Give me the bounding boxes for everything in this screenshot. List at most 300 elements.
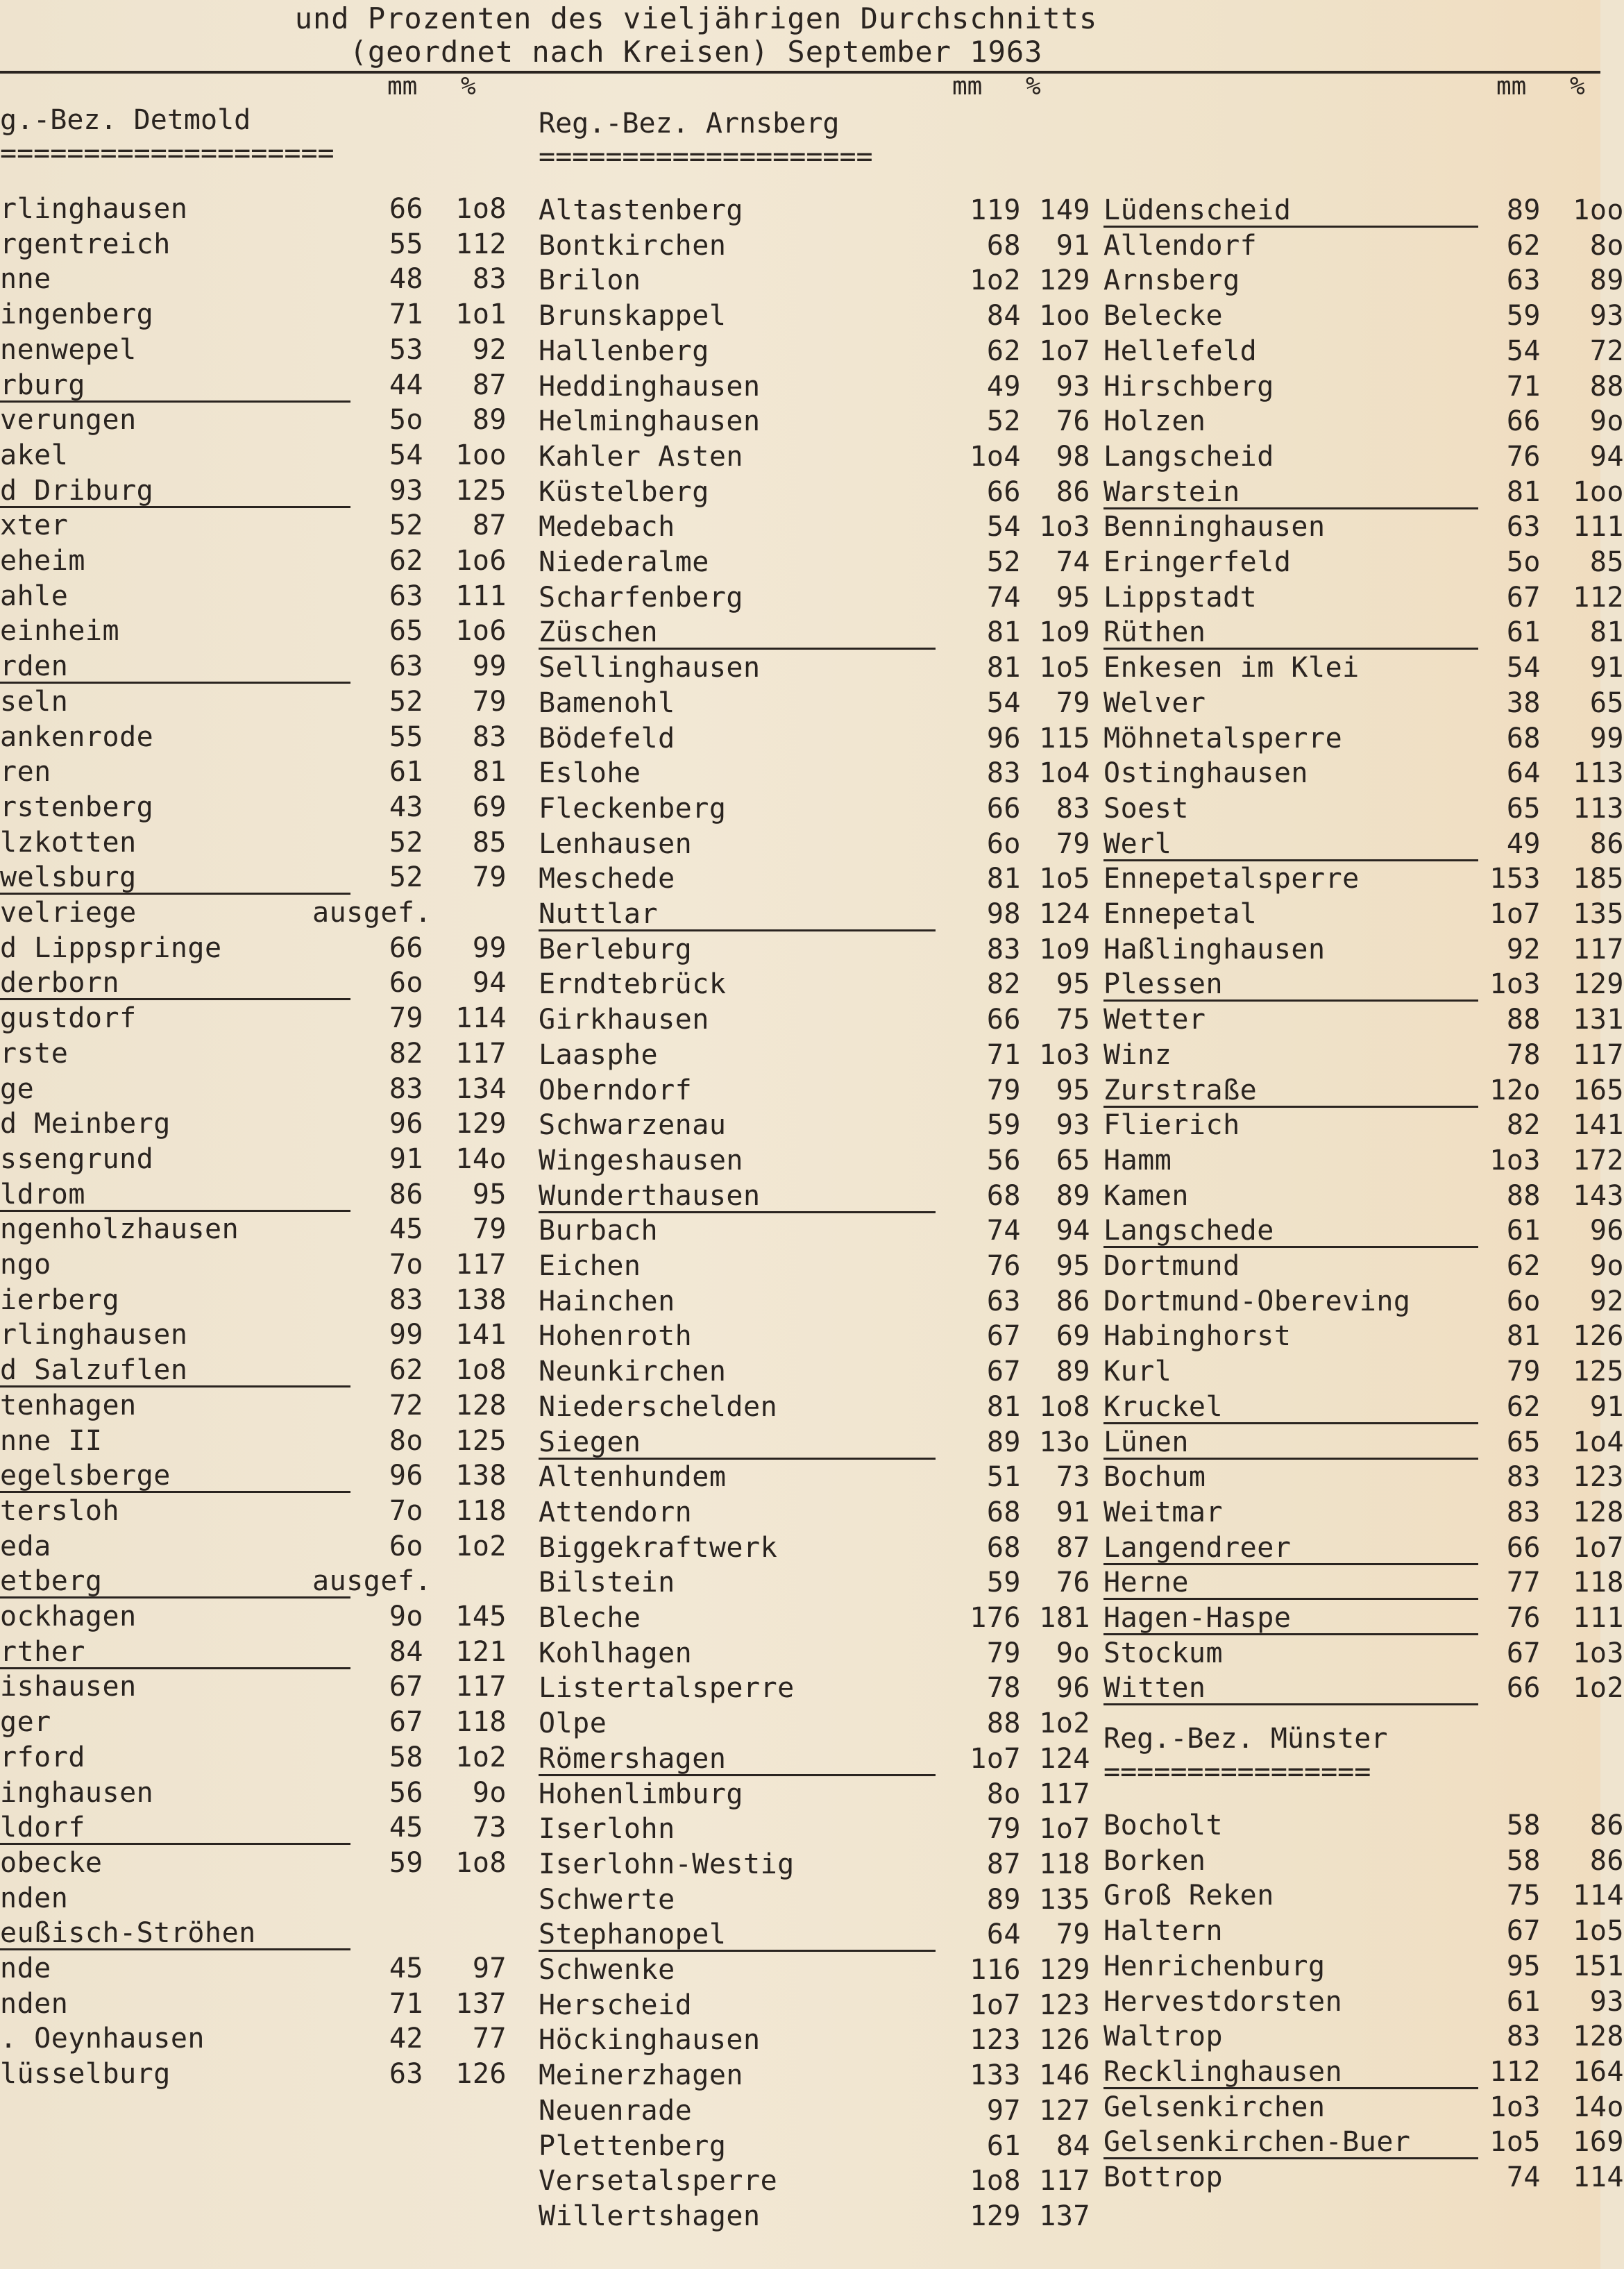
station-name: Brunskappel [539, 300, 727, 332]
precip-mm: 44 [389, 369, 423, 401]
station-name: Schwenke [539, 1954, 675, 1986]
station-name: Römershagen [539, 1742, 727, 1775]
precip-mm: 71 [986, 1038, 1021, 1071]
unit-mm-col3: mm [1496, 72, 1527, 101]
station-name: ren [0, 756, 51, 788]
precip-mm: 6o [389, 967, 423, 999]
precip-percent: 1o2 [455, 1530, 507, 1562]
station-name: Hohenlimburg [539, 1778, 743, 1810]
precip-mm: 66 [1506, 1672, 1541, 1705]
precip-mm: 89 [1506, 194, 1541, 226]
station-name: Biggekraftwerk [539, 1531, 778, 1564]
station-name: Hellefeld [1103, 335, 1258, 367]
precip-percent: 1o8 [455, 193, 507, 225]
precip-percent: 94 [472, 967, 507, 999]
precip-mm: 83 [389, 1283, 423, 1316]
precip-mm: 93 [389, 474, 423, 507]
station-name: Allendorf [1103, 229, 1258, 262]
station-name: Holzen [1103, 405, 1206, 438]
precip-mm: 56 [389, 1776, 423, 1809]
precip-mm: 79 [986, 1813, 1021, 1846]
station-name: Höckinghausen [539, 2024, 761, 2057]
precip-percent: 149 [1039, 194, 1090, 226]
precip-mm: 59 [389, 1846, 423, 1879]
precip-mm: 84 [986, 300, 1021, 332]
station-name: Weitmar [1103, 1496, 1224, 1528]
precip-percent: 72 [1589, 335, 1624, 367]
station-name: Hervestdorsten [1103, 1985, 1343, 2018]
precip-mm: 54 [389, 439, 423, 471]
precip-percent: 79 [1056, 1918, 1090, 1951]
station-name: Burbach [539, 1215, 659, 1247]
station-name: Hamm [1103, 1144, 1172, 1176]
precip-percent: 143 [1573, 1179, 1624, 1212]
precip-mm: 1o7 [970, 1742, 1021, 1775]
precip-percent: 86 [1056, 475, 1090, 508]
station-name: Dortmund-Obereving [1103, 1285, 1411, 1317]
precip-percent: 99 [472, 931, 507, 964]
precip-percent: 131 [1573, 1004, 1624, 1036]
precip-mm: 38 [1506, 686, 1541, 719]
precip-mm: 45 [389, 1952, 423, 1984]
precip-percent: 86 [1589, 1810, 1624, 1841]
station-name: Waltrop [1103, 2021, 1224, 2053]
precip-mm: 54 [986, 511, 1021, 543]
precip-mm: 116 [970, 1954, 1021, 1986]
precip-percent: 126 [1039, 2024, 1090, 2057]
precip-mm: 76 [986, 1250, 1021, 1282]
precip-mm: 88 [1506, 1179, 1541, 1212]
station-name: ockhagen [0, 1601, 137, 1633]
station-name: lüsselburg [0, 2058, 171, 2091]
precip-mm: 1o7 [1489, 898, 1541, 930]
precip-percent: 65 [1056, 1144, 1090, 1176]
precip-mm: 82 [986, 968, 1021, 1001]
precip-percent: 1o3 [1573, 1637, 1624, 1669]
precip-percent: 91 [1056, 229, 1090, 262]
precip-percent: 95 [1056, 581, 1090, 614]
precip-mm: 52 [986, 546, 1021, 578]
precip-mm: 66 [389, 931, 423, 964]
precip-mm: 8o [389, 1424, 423, 1457]
precip-percent: 111 [1573, 511, 1624, 543]
station-name: Arnsberg [1103, 264, 1240, 297]
station-name: Helminghausen [539, 405, 761, 438]
precip-percent: 89 [1056, 1179, 1090, 1212]
precip-percent: 89 [1056, 1356, 1090, 1388]
section-rule-detmold: ==================== [0, 137, 335, 169]
precip-mm: 67 [986, 1320, 1021, 1353]
precip-mm: 58 [389, 1741, 423, 1773]
section-title-muenster: Reg.-Bez. Münster [1103, 1723, 1388, 1755]
station-name: Gelsenkirchen [1103, 2091, 1326, 2123]
station-name: ngo [0, 1249, 51, 1281]
precip-mm: 66 [986, 475, 1021, 508]
station-name: nde [0, 1952, 51, 1984]
station-name: Soest [1103, 792, 1189, 825]
precip-mm: 1o2 [970, 264, 1021, 297]
precip-percent: 118 [455, 1494, 507, 1527]
station-name: Lenhausen [539, 827, 693, 860]
station-name: ishausen [0, 1671, 137, 1703]
precip-mm: 53 [389, 333, 423, 366]
precip-mm: 71 [389, 1987, 423, 2020]
precip-percent: 117 [455, 1037, 507, 1070]
precip-mm: 74 [986, 581, 1021, 614]
precip-mm: 62 [389, 545, 423, 577]
precip-percent: 146 [1039, 2059, 1090, 2092]
precip-percent: 185 [1573, 863, 1624, 895]
precip-mm: 1o4 [970, 440, 1021, 473]
station-name: nden [0, 1882, 69, 1914]
precip-percent: 128 [1573, 1496, 1624, 1528]
station-name: Neunkirchen [539, 1356, 727, 1388]
precip-mm: 6o [1506, 1285, 1541, 1317]
precip-mm: 59 [986, 1109, 1021, 1142]
precip-percent: 1o2 [1039, 1707, 1090, 1740]
precip-mm: 65 [1506, 1426, 1541, 1458]
precip-mm: 63 [389, 650, 423, 683]
precip-mm: 43 [389, 791, 423, 823]
precip-mm: 82 [389, 1037, 423, 1070]
precip-mm: 83 [986, 933, 1021, 965]
station-name: Kahler Asten [539, 440, 743, 473]
precip-mm: 61 [389, 756, 423, 788]
precip-percent: 1o5 [1039, 652, 1090, 684]
precip-percent: 83 [472, 720, 507, 753]
station-name: nne II [0, 1424, 103, 1457]
station-name: nne [0, 263, 51, 296]
station-name: etberg [0, 1565, 103, 1598]
precip-mm: 91 [389, 1142, 423, 1175]
precip-percent: 1o6 [455, 545, 507, 577]
precip-mm: 83 [1506, 1496, 1541, 1528]
precip-percent: 93 [1589, 300, 1624, 332]
precip-percent: 135 [1039, 1883, 1090, 1916]
precip-percent: 85 [472, 826, 507, 859]
station-name: ldorf [0, 1812, 85, 1844]
precip-percent: 138 [455, 1283, 507, 1316]
precip-mm: 66 [986, 792, 1021, 825]
station-name: Möhnetalsperre [1103, 722, 1343, 754]
precip-mm: 54 [986, 686, 1021, 719]
station-name: egelsberge [0, 1460, 171, 1492]
precip-percent: 1o6 [455, 615, 507, 648]
precip-mm: 68 [986, 229, 1021, 262]
station-name: Iserlohn [539, 1813, 675, 1846]
station-name: ankenrode [0, 720, 154, 753]
precip-mm: 64 [986, 1918, 1021, 1951]
precip-mm: 49 [986, 370, 1021, 403]
unit-pct-col1: % [461, 72, 476, 101]
precip-mm: 88 [1506, 1004, 1541, 1036]
precip-percent: 1oo [455, 439, 507, 471]
precip-mm: 81 [1506, 475, 1541, 508]
precip-mm: 129 [970, 2200, 1021, 2232]
precip-mm: 92 [1506, 933, 1541, 965]
station-name: welsburg [0, 861, 137, 894]
precip-mm: 52 [986, 405, 1021, 438]
station-name: ahle [0, 580, 69, 612]
precip-percent: 94 [1589, 440, 1624, 473]
station-name: Meschede [539, 863, 675, 895]
precip-percent: 134 [455, 1072, 507, 1105]
station-name: rlinghausen [0, 193, 188, 225]
precip-mm: 83 [1506, 2021, 1541, 2053]
precip-mm: 63 [986, 1285, 1021, 1317]
precip-percent: 97 [472, 1952, 507, 1984]
station-name: Kamen [1103, 1179, 1189, 1212]
precip-percent: 123 [1039, 1989, 1090, 2021]
precip-mm: 88 [986, 1707, 1021, 1740]
station-name: Wetter [1103, 1004, 1206, 1036]
precip-percent: 1o2 [1573, 1672, 1624, 1705]
station-name: rden [0, 650, 69, 683]
station-name: Medebach [539, 511, 675, 543]
precip-mm: 81 [986, 652, 1021, 684]
precip-mm: 63 [389, 2058, 423, 2091]
precip-percent: 14o [1573, 2091, 1624, 2123]
station-name: velriege [0, 897, 137, 929]
precip-mm: 1o7 [970, 1989, 1021, 2021]
station-name: Eringerfeld [1103, 546, 1292, 578]
precip-mm: 67 [1506, 1637, 1541, 1669]
precip-mm: 42 [389, 2023, 423, 2055]
precip-percent: 141 [1573, 1109, 1624, 1142]
station-name: Züschen [539, 616, 659, 649]
station-name: Borken [1103, 1844, 1206, 1877]
precip-percent: 98 [1056, 440, 1090, 473]
precip-percent: 1o8 [455, 1846, 507, 1879]
precip-mm: 67 [1506, 581, 1541, 614]
station-name: Plettenberg [539, 2129, 727, 2162]
precip-percent: 81 [1589, 616, 1624, 649]
precip-percent: 137 [1039, 2200, 1090, 2232]
station-name: Bleche [539, 1602, 641, 1634]
precip-mm: 59 [1506, 300, 1541, 332]
precip-percent: 126 [455, 2058, 507, 2091]
precip-mm: 8o [986, 1778, 1021, 1810]
precip-percent: 165 [1573, 1074, 1624, 1106]
precip-mm: 61 [1506, 1985, 1541, 2018]
precip-mm: 63 [1506, 511, 1541, 543]
precip-percent: 1o5 [1573, 1915, 1624, 1948]
station-name: Bamenohl [539, 686, 675, 719]
precip-percent: 138 [455, 1460, 507, 1492]
station-name: derborn [0, 967, 120, 999]
precip-mm: 61 [1506, 616, 1541, 649]
precip-mm: 64 [1506, 757, 1541, 790]
precip-percent: 1o4 [1039, 757, 1090, 790]
section-rule-muenster: ================ [1103, 1756, 1371, 1788]
precip-mm: 77 [1506, 1567, 1541, 1599]
precip-mm: 79 [1506, 1356, 1541, 1388]
precip-percent: 92 [1589, 1285, 1624, 1317]
precip-mm: 89 [986, 1426, 1021, 1458]
station-name: Witten [1103, 1672, 1206, 1705]
precip-percent: 141 [455, 1319, 507, 1351]
precip-mm: 55 [389, 720, 423, 753]
precip-percent: 145 [455, 1601, 507, 1633]
precip-percent: 73 [472, 1812, 507, 1844]
station-name: Lippstadt [1103, 581, 1258, 614]
precip-mm: 1o8 [970, 2165, 1021, 2198]
precip-mm: 68 [1506, 722, 1541, 754]
precip-percent: 1oo [1573, 475, 1624, 508]
precip-mm: 81 [986, 863, 1021, 895]
precip-mm: 99 [389, 1319, 423, 1351]
precip-percent: 73 [1056, 1461, 1090, 1494]
precip-percent: 95 [1056, 1250, 1090, 1282]
precip-percent: 1o9 [1039, 933, 1090, 965]
precip-mm: 61 [1506, 1215, 1541, 1247]
precip-percent: 65 [1589, 686, 1624, 719]
precip-percent: 69 [1056, 1320, 1090, 1353]
precip-mm: 54 [1506, 335, 1541, 367]
precip-percent: 86 [1056, 1285, 1090, 1317]
station-name: Enkesen im Klei [1103, 652, 1360, 684]
precip-mm: 96 [389, 1108, 423, 1140]
station-name: Stockum [1103, 1637, 1224, 1669]
precip-percent: 113 [1573, 757, 1624, 790]
precip-percent: 1o9 [1039, 616, 1090, 649]
precip-percent: 118 [455, 1706, 507, 1739]
precip-percent: 1o7 [1573, 1531, 1624, 1564]
precip-percent: 128 [1573, 2021, 1624, 2053]
precip-percent: 69 [472, 791, 507, 823]
station-name: Laasphe [539, 1038, 659, 1071]
precip-percent: 79 [472, 861, 507, 894]
station-name: Habinghorst [1103, 1320, 1292, 1353]
precip-mm: 9o [389, 1601, 423, 1633]
station-name: Siegen [539, 1426, 641, 1458]
station-name: tersloh [0, 1494, 120, 1527]
station-name: Nuttlar [539, 898, 659, 930]
precip-mm: 81 [986, 616, 1021, 649]
station-name: Eslohe [539, 757, 641, 790]
precip-mm: 59 [986, 1567, 1021, 1599]
precip-mm: 65 [389, 615, 423, 648]
unit-pct-col3: % [1570, 72, 1585, 101]
station-name: Erndtebrück [539, 968, 727, 1001]
precip-mm: 5o [1506, 546, 1541, 578]
precip-percent: 117 [1573, 933, 1624, 965]
precip-mm: 5o [389, 404, 423, 437]
station-name: Versetalsperre [539, 2165, 778, 2198]
station-name: Hainchen [539, 1285, 675, 1317]
precip-percent: 127 [1039, 2094, 1090, 2127]
precip-percent: 114 [455, 1002, 507, 1035]
precip-percent: 87 [472, 369, 507, 401]
precip-percent: 91 [1589, 1390, 1624, 1423]
unit-pct-col2: % [1026, 72, 1041, 101]
station-name: Willertshagen [539, 2200, 761, 2232]
precip-percent: 151 [1573, 1950, 1624, 1982]
precip-percent: 1o8 [1039, 1390, 1090, 1423]
precip-mm: 133 [970, 2059, 1021, 2092]
precip-mm: 62 [986, 335, 1021, 367]
station-name: Wunderthausen [539, 1179, 761, 1212]
precip-mm: 176 [970, 1602, 1021, 1634]
precip-mm: 52 [389, 861, 423, 894]
station-name: Hirschberg [1103, 370, 1274, 403]
precip-mm: 67 [389, 1671, 423, 1703]
station-name: Sellinghausen [539, 652, 761, 684]
station-name: Langscheid [1103, 440, 1274, 473]
precip-mm: 67 [1506, 1915, 1541, 1948]
station-name: rgentreich [0, 228, 171, 260]
precip-mm: 48 [389, 263, 423, 296]
station-name: Groß Reken [1103, 1880, 1274, 1912]
precip-percent: 96 [1056, 1672, 1090, 1705]
precip-percent: 1o7 [1039, 1813, 1090, 1846]
precip-percent: 117 [1039, 2165, 1090, 2198]
station-name: Brilon [539, 264, 641, 297]
section-title-arnsberg: Reg.-Bez. Arnsberg [539, 108, 840, 140]
precip-mm: 56 [986, 1144, 1021, 1176]
precip-mm: 87 [986, 1848, 1021, 1880]
station-name: Flierich [1103, 1109, 1240, 1142]
precip-mm: 83 [1506, 1461, 1541, 1494]
precip-percent: 95 [472, 1178, 507, 1211]
precip-mm: 71 [1506, 370, 1541, 403]
station-name: Langschede [1103, 1215, 1274, 1247]
precip-percent: 111 [455, 580, 507, 612]
precip-mm: 52 [389, 509, 423, 542]
precip-percent: 81 [472, 756, 507, 788]
precip-percent: 83 [472, 263, 507, 296]
precip-percent: 181 [1039, 1602, 1090, 1634]
precip-percent: 111 [1573, 1602, 1624, 1634]
station-name: Iserlohn-Westig [539, 1848, 795, 1880]
precip-percent: 1o7 [1039, 335, 1090, 367]
station-name: Attendorn [539, 1496, 693, 1528]
precip-mm: 52 [389, 826, 423, 859]
station-name: Neuenrade [539, 2094, 693, 2127]
precip-mm: 6o [389, 1530, 423, 1562]
precip-percent: 164 [1573, 2055, 1624, 2088]
precip-mm: 51 [986, 1461, 1021, 1494]
precip-mm: 58 [1506, 1844, 1541, 1877]
station-name: eußisch-Ströhen [0, 1917, 256, 1950]
precip-percent: 9o [1589, 1250, 1624, 1282]
station-name: d Salzuflen [0, 1354, 188, 1387]
precip-mm: 66 [389, 193, 423, 225]
precip-mm: 79 [389, 1002, 423, 1035]
precip-mm: 76 [1506, 440, 1541, 473]
precip-mm: ausgef. [312, 1565, 432, 1598]
station-name: rford [0, 1741, 85, 1773]
precip-percent: 128 [455, 1389, 507, 1422]
precip-mm: 82 [1506, 1109, 1541, 1142]
station-name: Meinerzhagen [539, 2059, 743, 2092]
precip-percent: 129 [1039, 264, 1090, 297]
station-name: xter [0, 509, 69, 542]
precip-mm: 49 [1506, 827, 1541, 860]
precip-mm: 66 [986, 1004, 1021, 1036]
precip-percent: 88 [1589, 370, 1624, 403]
station-name: Haßlinghausen [1103, 933, 1326, 965]
precip-mm: 98 [986, 898, 1021, 930]
precip-percent: 114 [1573, 1880, 1624, 1912]
precip-percent: 93 [1056, 370, 1090, 403]
station-name: einheim [0, 615, 120, 648]
precip-percent: 1o2 [455, 1741, 507, 1773]
precip-mm: 78 [986, 1672, 1021, 1705]
precip-mm: 55 [389, 228, 423, 260]
station-name: Bocholt [1103, 1810, 1224, 1841]
station-name: Küstelberg [539, 475, 709, 508]
